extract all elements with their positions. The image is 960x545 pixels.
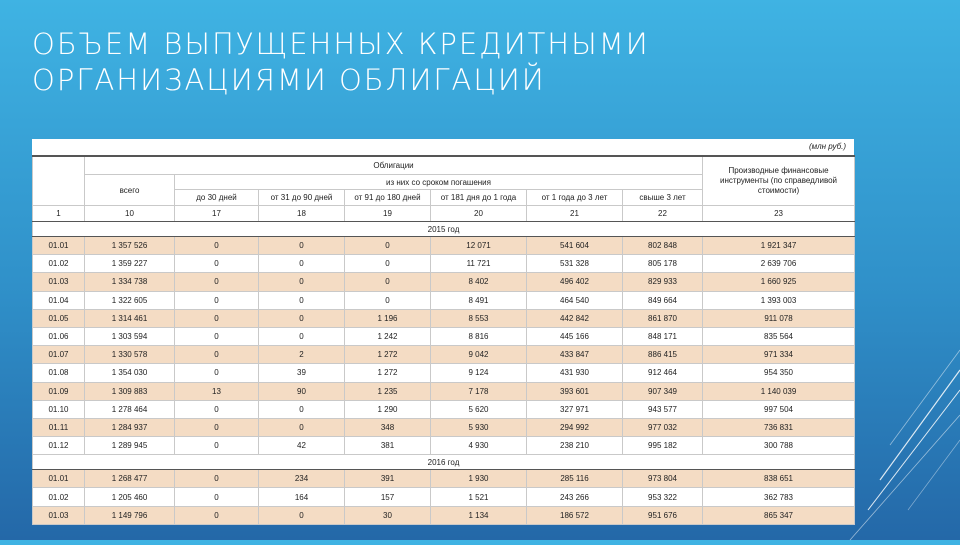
table-cell: 951 676 — [623, 506, 703, 524]
table-row — [33, 237, 855, 255]
table-cell: 1 278 464 — [85, 400, 175, 418]
header-maturity: от 31 до 90 дней — [259, 190, 345, 206]
table-cell: 848 171 — [623, 327, 703, 345]
header-maturity: от 181 дня до 1 года — [431, 190, 527, 206]
table-cell: 1 290 — [345, 400, 431, 418]
table-cell: 886 415 — [623, 346, 703, 364]
table-cell: 1 314 461 — [85, 309, 175, 327]
table-cell: 0 — [259, 273, 345, 291]
table-row — [33, 488, 855, 506]
table-cell: 391 — [345, 470, 431, 488]
table-cell: 1 921 347 — [703, 237, 855, 255]
table-cell: 1 196 — [345, 309, 431, 327]
table-cell: 496 402 — [527, 273, 623, 291]
table-cell: 0 — [175, 506, 259, 524]
table-cell: 0 — [175, 273, 259, 291]
table-cell: 464 540 — [527, 291, 623, 309]
table-cell: 442 842 — [527, 309, 623, 327]
table-cell: 861 870 — [623, 309, 703, 327]
table-cell: 995 182 — [623, 437, 703, 455]
table-cell: 1 205 460 — [85, 488, 175, 506]
table-cell: 300 788 — [703, 437, 855, 455]
table-cell: 243 266 — [527, 488, 623, 506]
table-cell: 1 930 — [431, 470, 527, 488]
table-row — [33, 437, 855, 455]
table-body — [33, 206, 855, 525]
header-maturity: от 91 до 180 дней — [345, 190, 431, 206]
table-cell: 531 328 — [527, 255, 623, 273]
header-blank — [33, 156, 85, 206]
table-cell: 829 933 — [623, 273, 703, 291]
table-cell: 11 721 — [431, 255, 527, 273]
table-cell: 0 — [175, 291, 259, 309]
row-date: 01.03 — [33, 273, 85, 291]
table-cell: 381 — [345, 437, 431, 455]
row-date: 01.12 — [33, 437, 85, 455]
table-cell: 285 116 — [527, 470, 623, 488]
table-cell: 327 971 — [527, 400, 623, 418]
row-date: 01.06 — [33, 327, 85, 345]
row-date: 01.05 — [33, 309, 85, 327]
table-cell: 1 309 883 — [85, 382, 175, 400]
column-number: 1 — [33, 206, 85, 222]
table-cell: 802 848 — [623, 237, 703, 255]
table-cell: 433 847 — [527, 346, 623, 364]
table-cell: 954 350 — [703, 364, 855, 382]
row-date: 01.11 — [33, 418, 85, 436]
table-cell: 1 303 594 — [85, 327, 175, 345]
table-cell: 0 — [175, 309, 259, 327]
table-cell: 541 604 — [527, 237, 623, 255]
table-cell: 1 322 605 — [85, 291, 175, 309]
table-cell: 1 140 039 — [703, 382, 855, 400]
table-cell: 39 — [259, 364, 345, 382]
table-cell: 1 149 796 — [85, 506, 175, 524]
table-cell: 13 — [175, 382, 259, 400]
unit-label: (млн руб.) — [808, 142, 846, 151]
table-row — [33, 327, 855, 345]
row-date: 01.10 — [33, 400, 85, 418]
table-cell: 911 078 — [703, 309, 855, 327]
column-number: 18 — [259, 206, 345, 222]
table-cell: 0 — [175, 400, 259, 418]
table-cell: 348 — [345, 418, 431, 436]
table-row — [33, 506, 855, 524]
table-row — [33, 400, 855, 418]
table-cell: 1 272 — [345, 346, 431, 364]
table-cell: 0 — [175, 327, 259, 345]
table-cell: 0 — [175, 437, 259, 455]
column-number-row — [33, 206, 855, 222]
header-derivatives: Производные финансовые инструменты (по справедливой стоимости) — [703, 156, 855, 206]
column-number: 17 — [175, 206, 259, 222]
year-row — [33, 222, 855, 237]
table-cell: 362 783 — [703, 488, 855, 506]
table-row — [33, 346, 855, 364]
table-cell: 953 322 — [623, 488, 703, 506]
table-cell: 1 268 477 — [85, 470, 175, 488]
table-cell: 9 042 — [431, 346, 527, 364]
table-cell: 865 347 — [703, 506, 855, 524]
table-cell: 2 639 706 — [703, 255, 855, 273]
table-cell: 42 — [259, 437, 345, 455]
table-cell: 838 651 — [703, 470, 855, 488]
table-cell: 30 — [345, 506, 431, 524]
table-cell: 1 134 — [431, 506, 527, 524]
table-cell: 0 — [175, 237, 259, 255]
table-cell: 0 — [259, 506, 345, 524]
table-cell: 1 235 — [345, 382, 431, 400]
table-cell: 0 — [175, 346, 259, 364]
row-date: 01.07 — [33, 346, 85, 364]
table-row — [33, 418, 855, 436]
bond-volume-table — [32, 155, 855, 525]
header-maturity: до 30 дней — [175, 190, 259, 206]
table-cell: 971 334 — [703, 346, 855, 364]
table-cell: 0 — [175, 470, 259, 488]
table-cell: 835 564 — [703, 327, 855, 345]
table-cell: 0 — [345, 237, 431, 255]
table-cell: 0 — [175, 255, 259, 273]
year-label: 2016 год — [33, 455, 855, 470]
table-cell: 1 272 — [345, 364, 431, 382]
table-cell: 9 124 — [431, 364, 527, 382]
column-number: 20 — [431, 206, 527, 222]
column-number: 10 — [85, 206, 175, 222]
table-cell: 0 — [345, 255, 431, 273]
header-total: всего — [85, 175, 175, 206]
table-cell: 1 393 003 — [703, 291, 855, 309]
table-cell: 907 349 — [623, 382, 703, 400]
table-row — [33, 255, 855, 273]
table-cell: 234 — [259, 470, 345, 488]
row-date: 01.03 — [33, 506, 85, 524]
table-cell: 0 — [345, 273, 431, 291]
table-cell: 0 — [175, 364, 259, 382]
table-cell: 0 — [259, 418, 345, 436]
table-cell: 157 — [345, 488, 431, 506]
table-cell: 1 289 945 — [85, 437, 175, 455]
table-cell: 0 — [345, 291, 431, 309]
table-cell: 1 359 227 — [85, 255, 175, 273]
row-date: 01.08 — [33, 364, 85, 382]
slide-title: ОБЪЕМ ВЫПУЩЕННЫХ КРЕДИТНЫМИ ОРГАНИЗАЦИЯМИ ОБЛИГАЦИЙ — [32, 27, 650, 97]
table-cell: 0 — [259, 237, 345, 255]
table-cell: 943 577 — [623, 400, 703, 418]
header-bonds: Облигации — [85, 156, 703, 175]
table-cell: 238 210 — [527, 437, 623, 455]
table-cell: 445 166 — [527, 327, 623, 345]
table-cell: 1 330 578 — [85, 346, 175, 364]
bond-volume-table-panel — [32, 139, 854, 520]
table-cell: 12 071 — [431, 237, 527, 255]
table-cell: 805 178 — [623, 255, 703, 273]
table-cell: 1 354 030 — [85, 364, 175, 382]
table-cell: 8 402 — [431, 273, 527, 291]
table-cell: 5 930 — [431, 418, 527, 436]
row-date: 01.02 — [33, 488, 85, 506]
table-cell: 973 804 — [623, 470, 703, 488]
table-cell: 912 464 — [623, 364, 703, 382]
table-cell: 0 — [259, 255, 345, 273]
header-maturity: свыше 3 лет — [623, 190, 703, 206]
table-cell: 0 — [175, 418, 259, 436]
table-cell: 8 491 — [431, 291, 527, 309]
table-cell: 186 572 — [527, 506, 623, 524]
table-row — [33, 470, 855, 488]
table-cell: 164 — [259, 488, 345, 506]
year-label: 2015 год — [33, 222, 855, 237]
table-cell: 1 660 925 — [703, 273, 855, 291]
table-row — [33, 364, 855, 382]
table-cell: 8 816 — [431, 327, 527, 345]
table-cell: 0 — [259, 309, 345, 327]
table-cell: 1 284 937 — [85, 418, 175, 436]
table-cell: 977 032 — [623, 418, 703, 436]
table-row — [33, 309, 855, 327]
table-cell: 0 — [259, 400, 345, 418]
table-cell: 736 831 — [703, 418, 855, 436]
row-date: 01.01 — [33, 237, 85, 255]
header-maturity: от 1 года до 3 лет — [527, 190, 623, 206]
table-cell: 1 242 — [345, 327, 431, 345]
row-date: 01.02 — [33, 255, 85, 273]
table-cell: 1 521 — [431, 488, 527, 506]
row-date: 01.01 — [33, 470, 85, 488]
row-date: 01.04 — [33, 291, 85, 309]
table-cell: 8 553 — [431, 309, 527, 327]
table-cell: 0 — [175, 488, 259, 506]
column-number: 22 — [623, 206, 703, 222]
table-row — [33, 273, 855, 291]
table-cell: 849 664 — [623, 291, 703, 309]
table-cell: 1 334 738 — [85, 273, 175, 291]
header-maturity-group: из них со сроком погашения — [175, 175, 703, 190]
table-cell: 0 — [259, 291, 345, 309]
table-cell: 5 620 — [431, 400, 527, 418]
table-cell: 1 357 526 — [85, 237, 175, 255]
column-number: 21 — [527, 206, 623, 222]
table-cell: 0 — [259, 327, 345, 345]
table-row — [33, 382, 855, 400]
row-date: 01.09 — [33, 382, 85, 400]
table-cell: 7 178 — [431, 382, 527, 400]
table-cell: 294 992 — [527, 418, 623, 436]
table-row — [33, 291, 855, 309]
table-cell: 431 930 — [527, 364, 623, 382]
table-cell: 90 — [259, 382, 345, 400]
table-cell: 997 504 — [703, 400, 855, 418]
column-number: 19 — [345, 206, 431, 222]
column-number: 23 — [703, 206, 855, 222]
table-cell: 4 930 — [431, 437, 527, 455]
table-cell: 393 601 — [527, 382, 623, 400]
table-cell: 2 — [259, 346, 345, 364]
year-row — [33, 455, 855, 470]
